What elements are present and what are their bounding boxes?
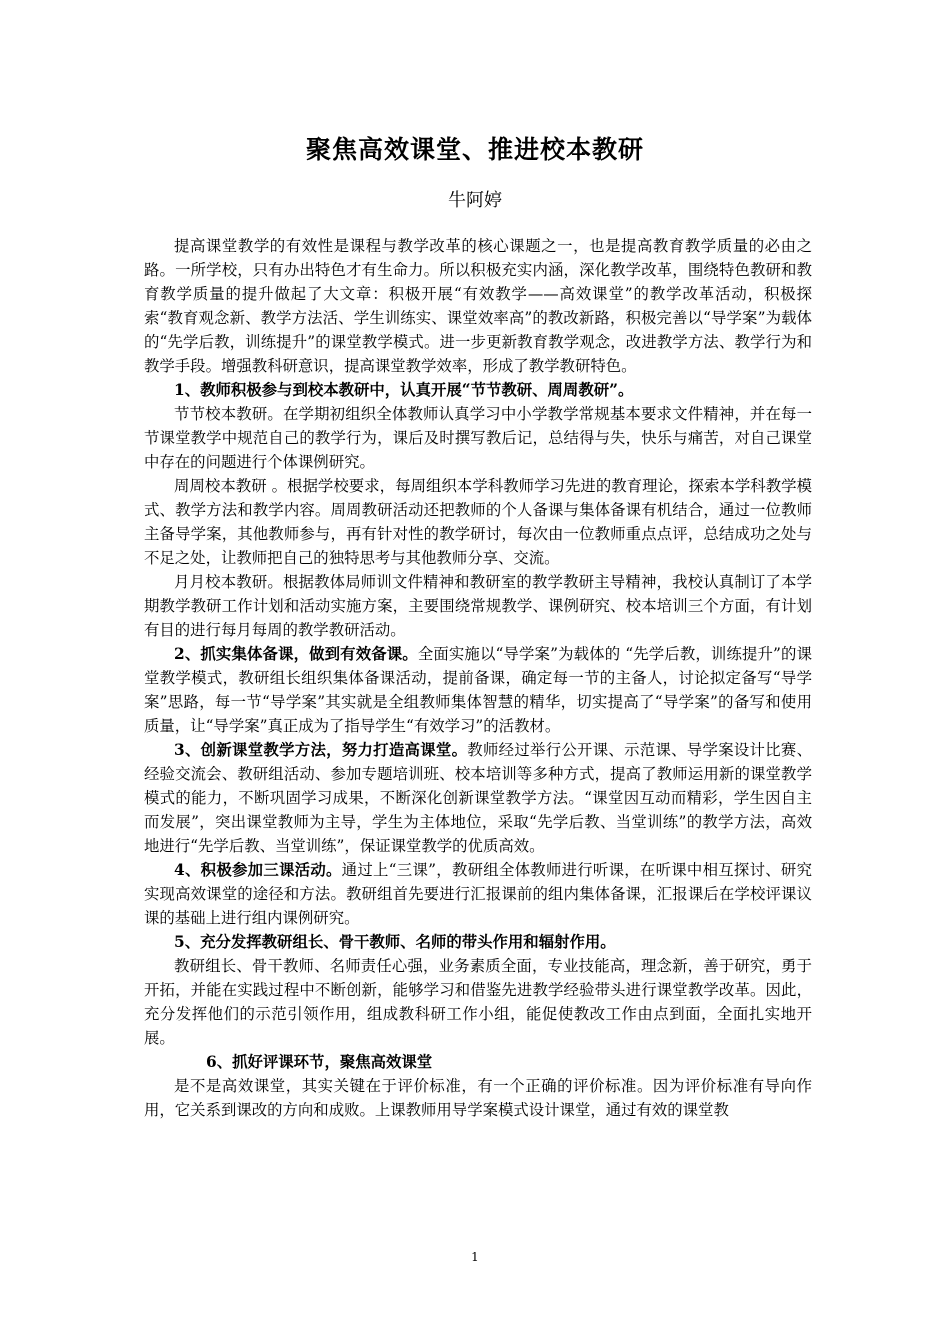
section-paragraph-4 — [144, 858, 812, 930]
author-name: 牛阿婷 — [448, 190, 502, 211]
body-paragraph: 月月校本教研。根据教体局师训文件精神和教研室的教学教研主导精神，我校认真制订了本学期教学教研工作计划和活动实施方案，主要围绕常规教学、课例研究、校本培训三个方面，有计划有目的进行每月每周的教学教研活动。 — [144, 573, 812, 639]
section-text-2: 全面实施以“导学案”为载体的 “先学后教，训练提升”的课堂教学模式，教研组长组织集体备课活动，提前备课，确定每一节的主备人，讨论拟定备写“导学案”思路，每一节“导学案”其实就是全组教师集体智慧的精华，切实提高了“导学案”的备写和使用质量，让“导学案”真正成为了指导学生“有效学习”的活教材。 — [144, 645, 812, 735]
body-paragraph: 是不是高效课堂，其实关键在于评价标准，有一个正确的评价标准。因为评价标准有导向作用，它关系到课改的方向和成败。上课教师用导学案模式设计课堂，通过有效的课堂教 — [144, 1077, 812, 1119]
section-heading-3: 3、创新课堂教学方法，努力打造高课堂。 — [174, 741, 468, 759]
section-heading-5: 5、充分发挥教研组长、骨干教师、名师的带头作用和辐射作用。 — [174, 933, 616, 951]
section-heading-2: 2、抓实集体备课，做到有效备课。 — [174, 645, 418, 663]
document-title: 聚焦高效课堂、推进校本教研 — [305, 135, 644, 164]
body-paragraph: 周周校本教研 。根据学校要求，每周组织本学科教师学习先进的教育理论，探索本学科教学模式、教学方法和教学内容。周周教研活动还把教师的个人备课与集体备课有机结合，通过一位教师主备导学案，其他教师参与，再有针对性的教学研讨，每次由一位教师重点点评，总结成功之处与不足之处，让教师把自己的独特思考与其他教师分享、交流。 — [144, 477, 812, 567]
section-paragraph-3 — [144, 738, 812, 858]
page-number: 1 — [471, 1250, 479, 1264]
section-heading-1: 1、教师积极参与到校本教研中，认真开展“节节教研、周周教研”。 — [174, 381, 634, 399]
intro-paragraph: 提高课堂教学的有效性是课程与教学改革的核心课题之一，也是提高教育教学质量的必由之路。一所学校，只有办出特色才有生命力。所以积极充实内涵，深化教学改革，围绕特色教研和教育教学质量的提升做起了大文章：积极开展“有效教学——高效课堂”的教学改革活动，积极探索“教育观念新、教学方法活、学生训练实、课堂效率高”的教改新路，积极完善以“导学案”为载体的“先学后教，训练提升”的课堂教学模式。进一步更新教育教学观念，改进教学方法、教学行为和教学手段。增强教科研意识，提高课堂教学效率，形成了教学教研特色。 — [144, 237, 812, 375]
body-paragraph: 节节校本教研。在学期初组织全体教师认真学习中小学教学常规基本要求文件精神，并在每一节课堂教学中规范自己的教学行为，课后及时撰写教后记，总结得与失，快乐与痛苦，对自己课堂中存在的问题进行个体课例研究。 — [144, 405, 812, 471]
body-paragraph: 教研组长、骨干教师、名师责任心强，业务素质全面，专业技能高，理念新，善于研究，勇于开拓，并能在实践过程中不断创新，能够学习和借鉴先进教学经验带头进行课堂教学改革。因此，充分发挥他们的示范引领作用，组成教科研工作小组，能促使教改工作由点到面，全面扎实地开展。 — [144, 957, 812, 1047]
section-heading-4: 4、积极参加三课活动。 — [174, 861, 342, 879]
section-text-4: 通过上“三课”，教研组全体教师进行听课，在听课中相互探讨、研究实现高效课堂的途径和方法。教研组首先要进行汇报课前的组内集体备课，汇报课后在学校评课议课的基础上进行组内课例研究。 — [144, 861, 812, 927]
section-text-3: 教师经过举行公开课、示范课、导学案设计比赛、经验交流会、教研组活动、参加专题培训班、校本培训等多种方式，提高了教师运用新的课堂教学模式的能力，不断巩固学习成果，不断深化创新课堂教学方法。“课堂因互动而精彩，学生因自主而发展”，突出课堂教师为主导，学生为主体地位，采取“先学后教、当堂训练”的教学方法，高效地进行“先学后教、当堂训练”，保证课堂教学的优质高效。 — [144, 741, 812, 855]
document-body — [144, 234, 812, 1122]
section-heading-6: 6、抓好评课环节，聚焦高效课堂 — [206, 1053, 433, 1071]
section-paragraph-2 — [144, 642, 812, 738]
